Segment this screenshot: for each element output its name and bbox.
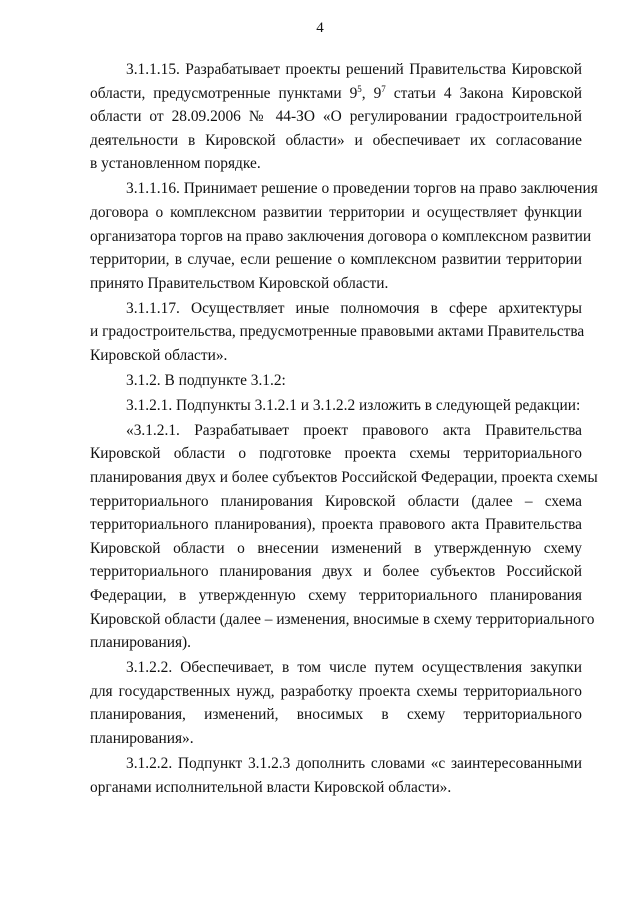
text-line: 3.1.1.15. Разрабатывает проекты решений Правительства Кировской [126, 61, 582, 78]
text-fragment: статьи 4 Закона Кировской [385, 84, 582, 102]
text-line: планирования, изменений, вносимых в схему территориального [90, 706, 582, 724]
paragraph [90, 752, 582, 799]
text-line: принято Правительством Кировской области. [90, 274, 389, 292]
text-line: и градостроительства, предусмотренные правовыми актами Правительства [90, 323, 585, 341]
text-line: 3.1.2.2. Подпункт 3.1.2.3 дополнить словами «с заинтересованными [126, 754, 582, 772]
text-line: Кировской области». [90, 346, 228, 364]
text-line: деятельности в Кировской области» и обеспечивает их согласование [90, 131, 582, 149]
text-line: Кировской области (далее – изменения, вносимые в схему территориального [90, 610, 595, 628]
text-line: 3.1.2. В подпункте 3.1.2: [126, 371, 286, 389]
paragraph [90, 419, 598, 655]
text-line: Федерации, в утвержденную схему территориального планирования [90, 587, 582, 605]
text-line: в установленном порядке. [90, 155, 261, 173]
text-line: Кировской области о внесении изменений в утвержденную схему [90, 539, 582, 557]
text-line: планирования двух и более субъектов Российской Федерации, проекта схемы [90, 469, 598, 487]
paragraph [90, 58, 582, 176]
text-line: территориального планирования Кировской области (далее – схема [90, 492, 582, 510]
text-fragment: , 9 [361, 84, 382, 102]
paragraph [90, 656, 582, 750]
text-line: 3.1.2.2. Обеспечивает, в том числе путем осуществления закупки [126, 659, 582, 677]
paragraph [90, 369, 582, 393]
text-line: органами исполнительной власти Кировской области». [90, 778, 452, 796]
document-body [90, 58, 598, 801]
paragraph [90, 177, 598, 295]
text-line: 3.1.1.17. Осуществляет иные полномочия в сфере архитектуры [126, 299, 582, 317]
text-line: для государственных нужд, разработку проекта схемы территориального [90, 682, 582, 700]
superscript: 5 [357, 83, 362, 94]
text-line: договора о комплексном развитии территории и осуществляет функции [90, 203, 582, 221]
paragraph [90, 297, 585, 368]
paragraph [90, 394, 582, 418]
text-line: территориального планирования двух и более субъектов Российской [90, 563, 582, 581]
superscript: 7 [381, 83, 386, 94]
text-line: 3.1.2.1. Подпункты 3.1.2.1 и 3.1.2.2 изложить в следующей редакции: [126, 396, 581, 414]
page-number: 4 [316, 20, 324, 36]
text-line: 3.1.1.16. Принимает решение о проведении торгов на право заключения [126, 180, 598, 198]
text-line: Кировской области о подготовке проекта схемы территориального [90, 445, 582, 463]
text-line: территории, в случае, если решение о комплексном развитии территории [90, 251, 582, 269]
text-line: области от 28.09.2006 № 44-ЗО «О регулировании градостроительной [90, 108, 582, 126]
text-line: планирования). [90, 634, 192, 652]
text-line: территориального планирования), проекта правового акта Правительства [90, 516, 582, 534]
text-line [90, 82, 582, 106]
text-line: «3.1.2.1. Разрабатывает проект правового акта Правительства [126, 421, 582, 439]
text-line: организатора торгов на право заключения договора о комплексном развитии [90, 227, 592, 245]
text-fragment: области, предусмотренные пунктами 9 [90, 84, 358, 102]
text-line: планирования». [90, 729, 194, 747]
